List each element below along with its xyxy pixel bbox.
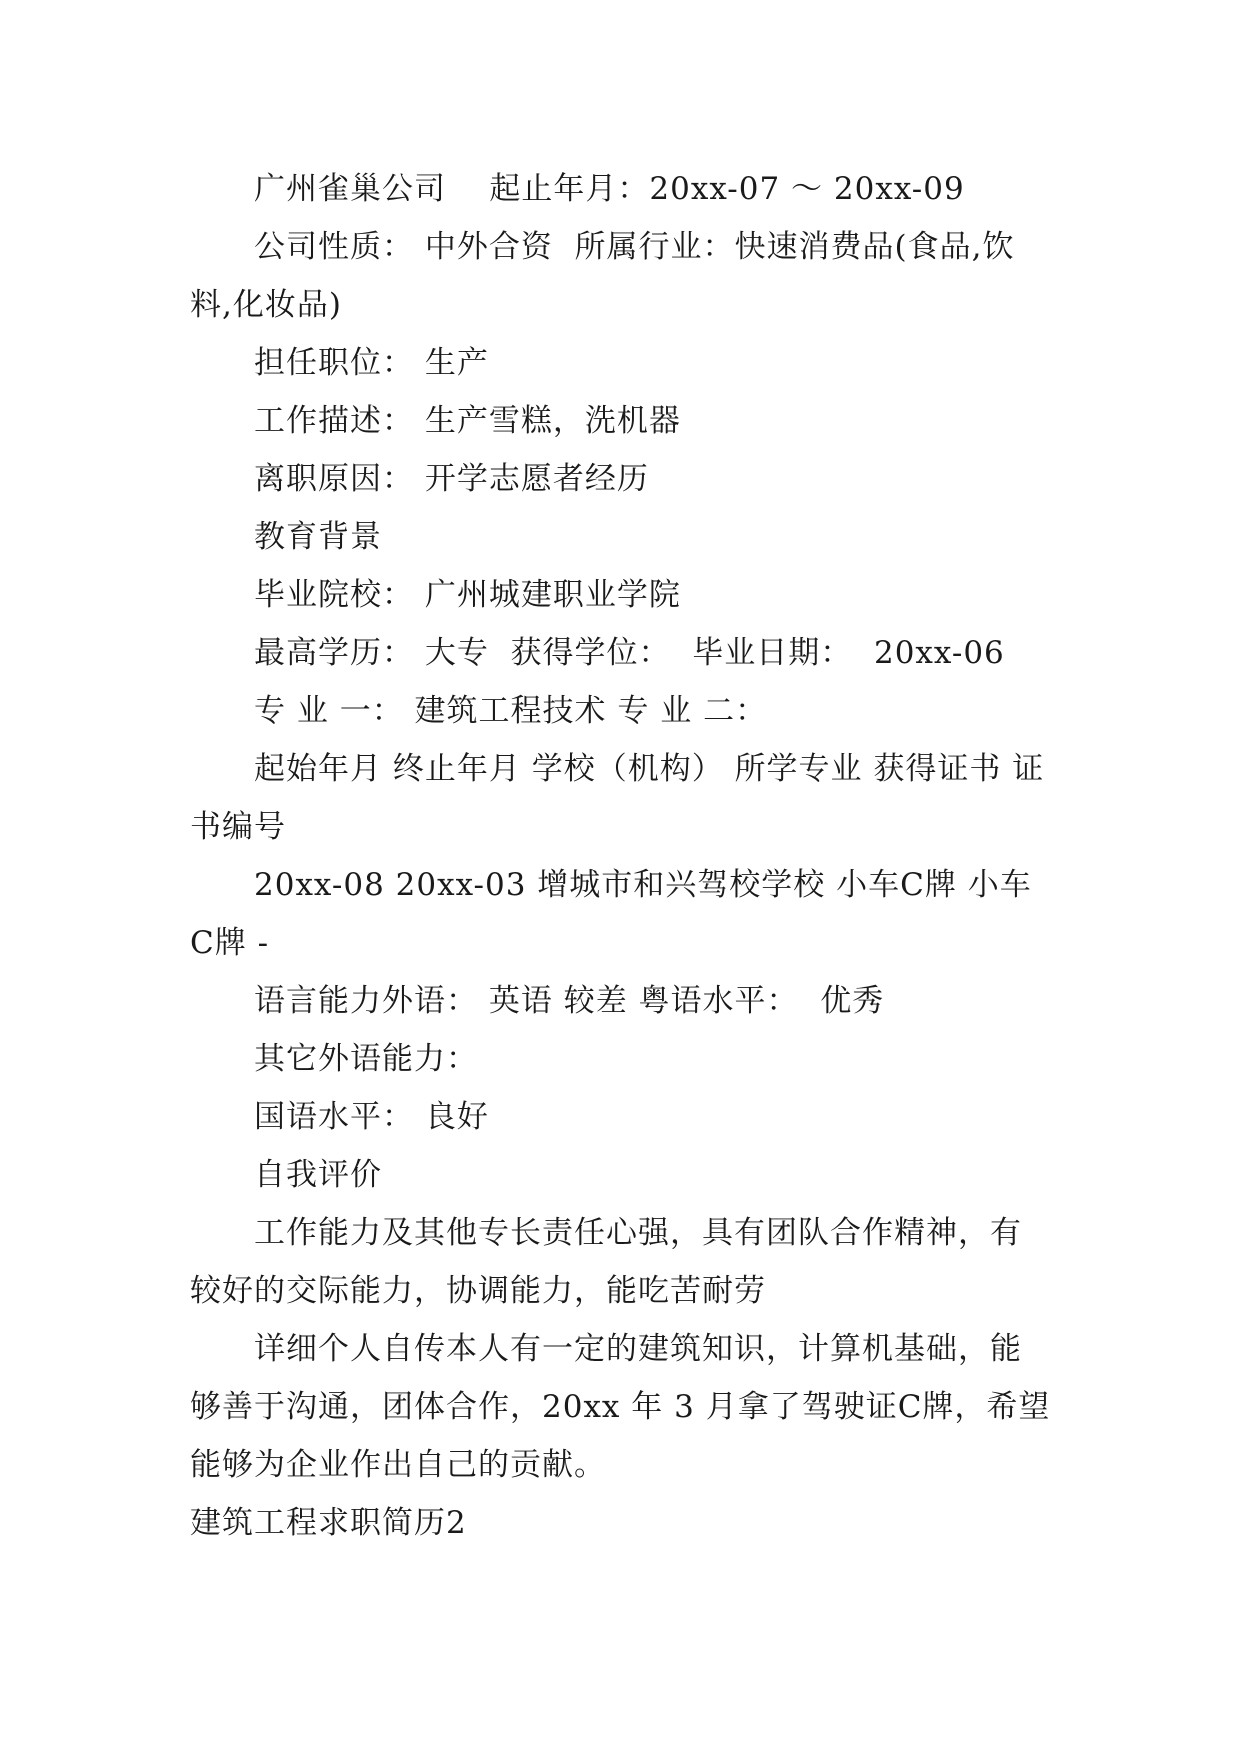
company-nature-line: 公司性质： 中外合资 所属行业：快速消费品(食品,饮料,化妆品)	[190, 229, 1015, 323]
degree-line: 最高学历： 大专 获得学位： 毕业日期： 20xx-06	[254, 635, 1005, 671]
job-description-line: 工作描述： 生产雪糕，洗机器	[254, 403, 681, 439]
autobiography-paragraph: 详细个人自传本人有一定的建筑知识，计算机基础，能够善于沟通，团体合作，20xx 年 3 月拿了驾驶证C牌，希望能够为企业作出自己的贡献。	[190, 1331, 1051, 1483]
leaving-reason-line: 离职原因： 开学志愿者经历	[254, 461, 649, 497]
major-line: 专 业 一： 建筑工程技术 专 业 二：	[254, 693, 768, 729]
mandarin-level-line: 国语水平： 良好	[254, 1099, 489, 1135]
work-company-line: 广州雀巢公司 起止年月：20xx-07 ～ 20xx-09	[254, 171, 965, 207]
education-heading: 教育背景	[254, 519, 382, 555]
training-record-line: 20xx-08 20xx-03 增城市和兴驾校学校 小车C牌 小车C牌 -	[190, 867, 1032, 961]
training-header-line: 起始年月 终止年月 学校（机构） 所学专业 获得证书 证书编号	[190, 751, 1045, 845]
document-body	[190, 160, 1052, 1552]
other-language-line: 其它外语能力：	[254, 1041, 478, 1077]
school-line: 毕业院校： 广州城建职业学院	[254, 577, 681, 613]
section-heading: 建筑工程求职简历2	[190, 1505, 467, 1541]
position-line: 担任职位： 生产	[254, 345, 489, 381]
self-evaluation-heading: 自我评价	[254, 1157, 382, 1193]
work-ability-paragraph: 工作能力及其他专长责任心强，具有团队合作精神，有较好的交际能力，协调能力，能吃苦耐劳	[190, 1215, 1022, 1309]
language-ability-line: 语言能力外语： 英语 较差 粤语水平： 优秀	[254, 983, 885, 1019]
